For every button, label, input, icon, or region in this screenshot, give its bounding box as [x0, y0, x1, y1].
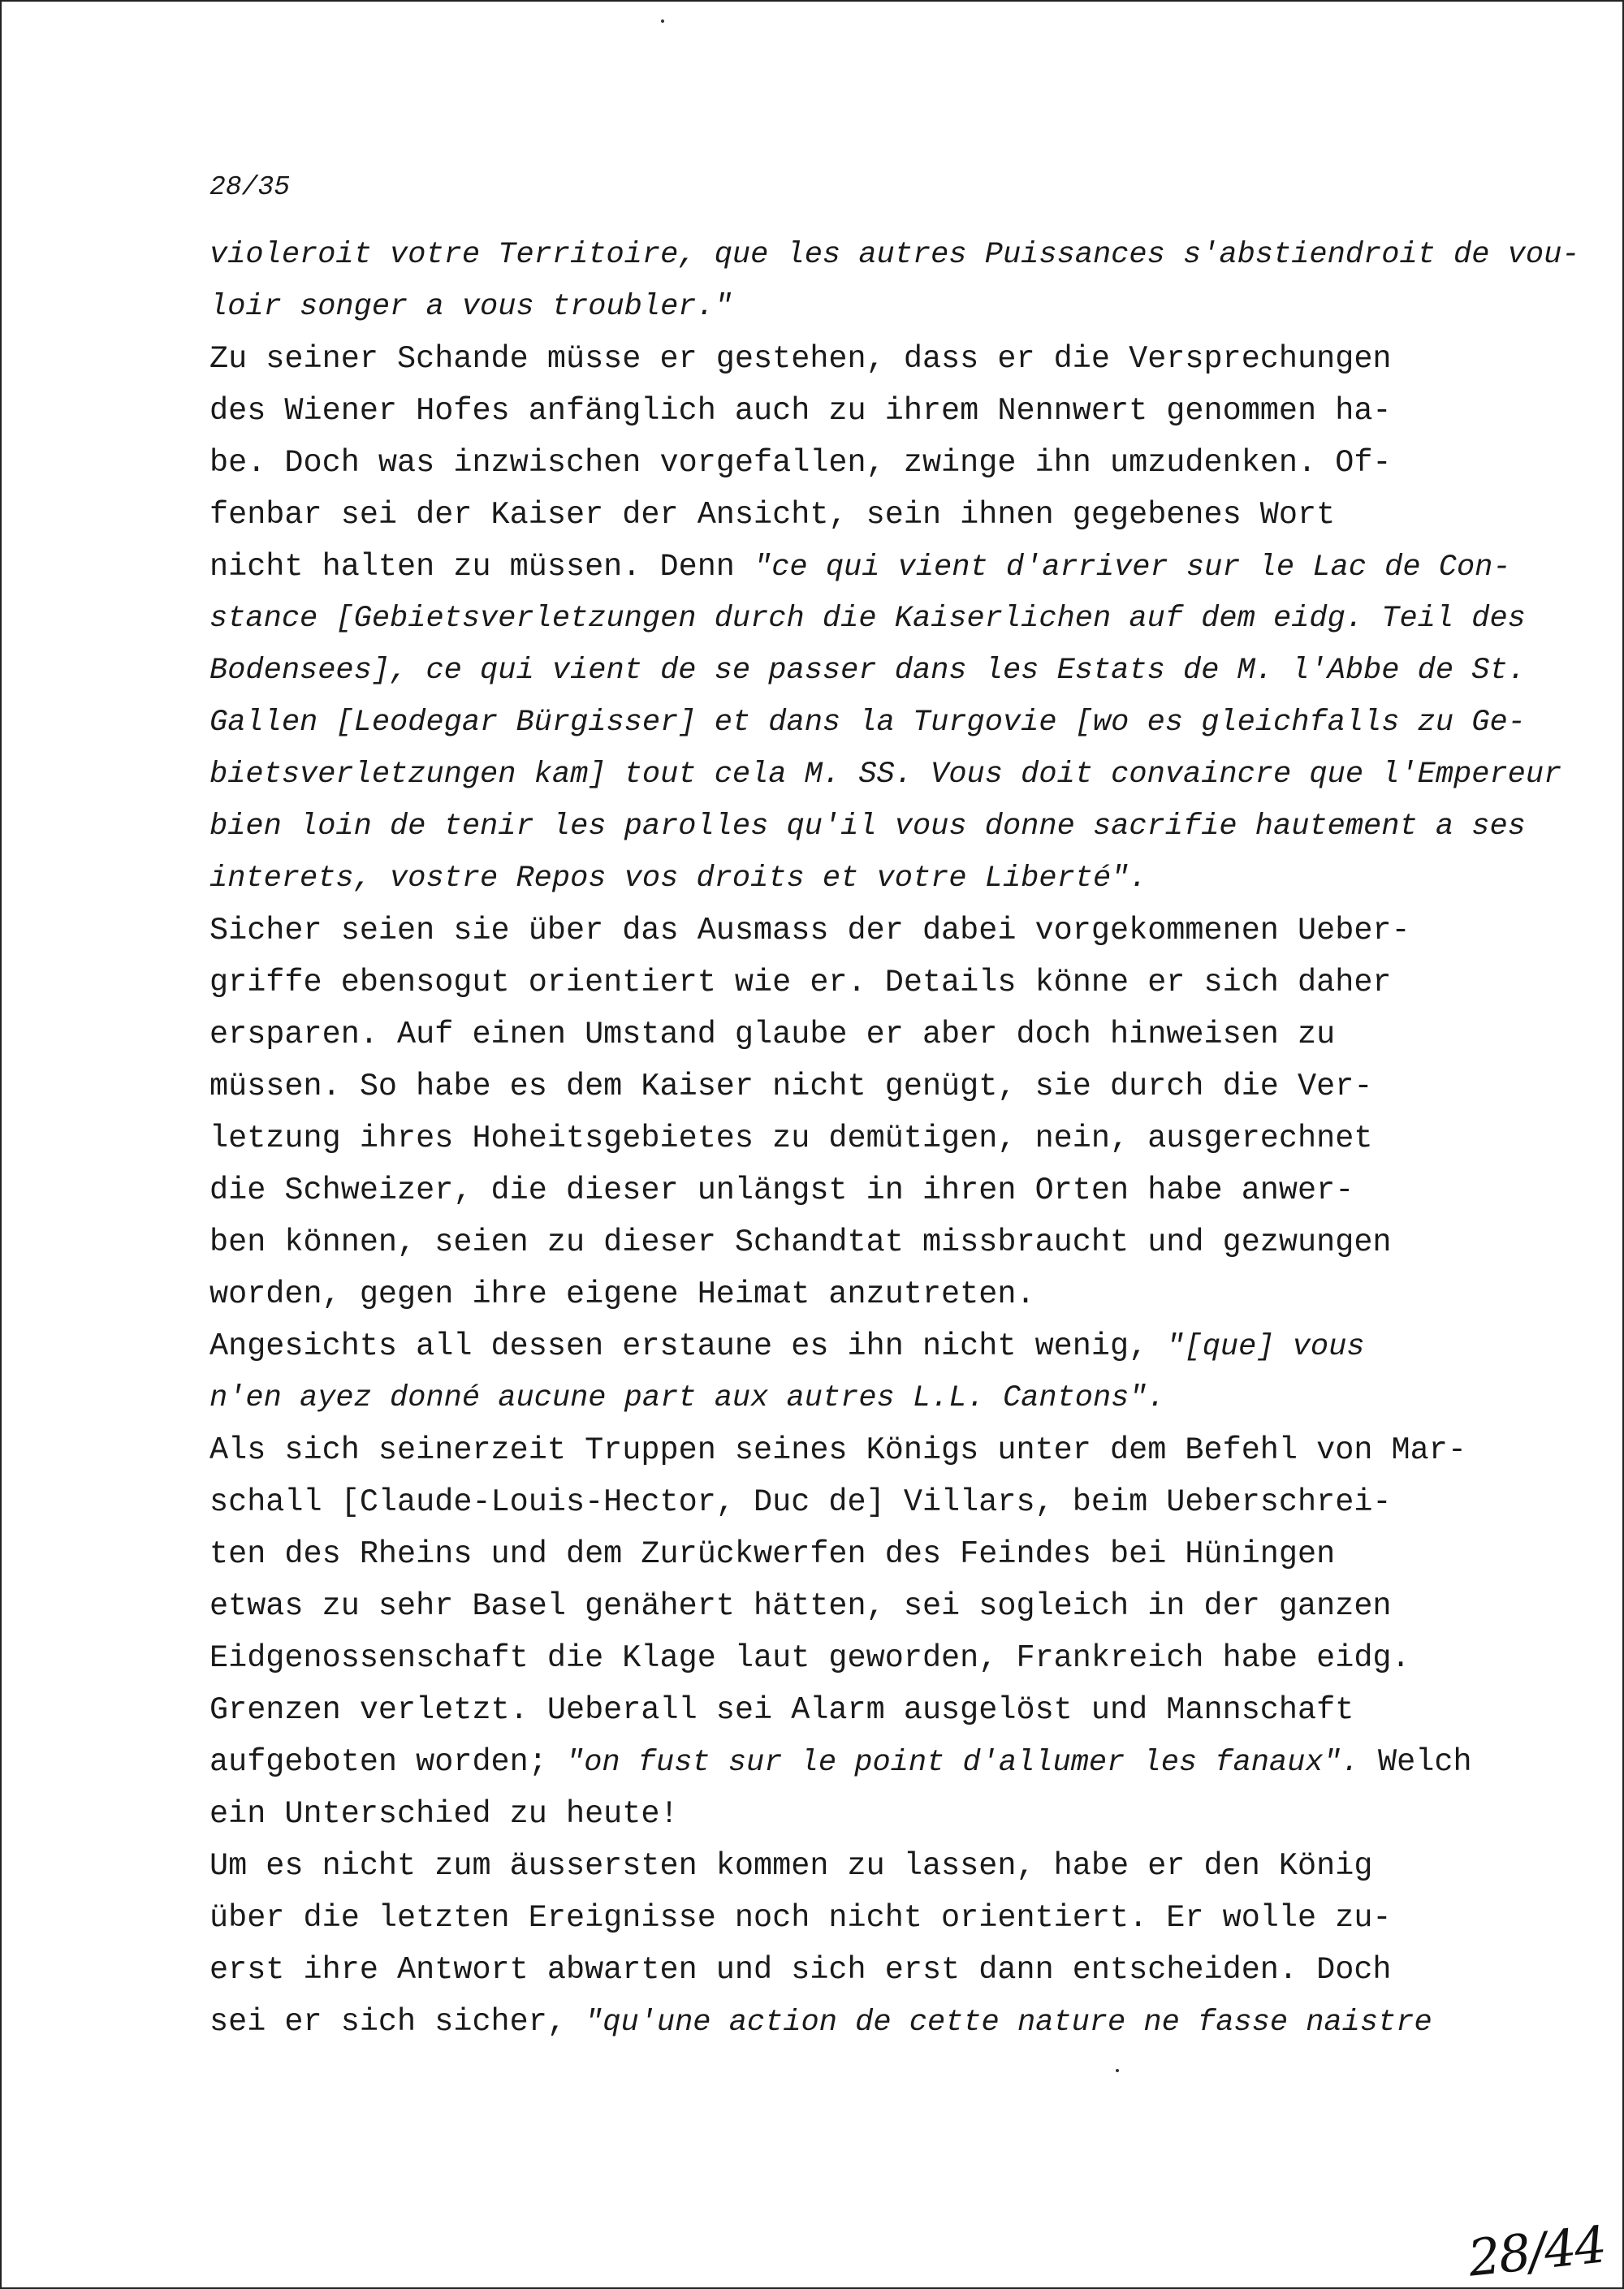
text-line	[209, 749, 1562, 801]
text-line-main: griffe ebensogut orientiert wie er. Details könne er sich daher	[209, 965, 1392, 1000]
speck-bottom	[1116, 2069, 1119, 2072]
text-line	[209, 1164, 1476, 1216]
text-line-main: violeroit votre Territoire, que les autres Puissances s'abstiendroit de vou-	[209, 238, 1580, 272]
text-line-main: etwas zu sehr Basel genähert hätten, sei sogleich in der ganzen	[209, 1588, 1392, 1624]
text-line-main: Angesichts all dessen erstaune es ihn nicht wenig,	[209, 1328, 1167, 1364]
quoted-french: "ce qui vient d'arriver sur le Lac de Con-	[754, 551, 1511, 585]
text-line	[209, 281, 1476, 333]
text-line	[209, 1476, 1476, 1528]
text-line	[209, 853, 1476, 905]
text-line-main: erst ihre Antwort abwarten und sich erst dann entscheiden. Doch	[209, 1952, 1392, 1988]
text-line	[209, 593, 1526, 645]
text-line	[209, 1112, 1476, 1164]
text-line-main: stance [Gebietsverletzungen durch die Kaiserlichen auf dem eidg. Teil des	[209, 602, 1526, 636]
page-number: 28/35	[209, 172, 291, 202]
text-line-main: n'en ayez donné aucune part aux autres L.L. Cantons".	[209, 1381, 1165, 1415]
text-line	[209, 489, 1476, 541]
text-line	[209, 541, 1511, 593]
text-line-main: bietsverletzungen kam] tout cela M. SS. Vous doit convaincre que l'Empereur	[209, 758, 1562, 792]
text-line	[209, 1580, 1476, 1632]
text-line	[209, 1424, 1476, 1476]
text-line	[209, 697, 1526, 749]
text-line-main: Grenzen verletzt. Ueberall sei Alarm ausgelöst und Mannschaft	[209, 1692, 1354, 1728]
text-line	[209, 1632, 1476, 1684]
text-line-main: letzung ihres Hoheitsgebietes zu demütigen, nein, ausgerechnet	[209, 1121, 1373, 1156]
text-line-main: ersparen. Auf einen Umstand glaube er aber doch hinweisen zu	[209, 1017, 1336, 1052]
text-line	[209, 957, 1476, 1008]
text-line-main: interets, vostre Repos vos droits et votre Liberté".	[209, 862, 1147, 896]
text-line-main: Als sich seinerzeit Truppen seines Königs unter dem Befehl von Mar-	[209, 1432, 1466, 1468]
text-line	[209, 1372, 1476, 1424]
text-line	[209, 1788, 1476, 1840]
text-line	[209, 1840, 1476, 1892]
text-line-main: des Wiener Hofes anfänglich auch zu ihrem Nennwert genommen ha-	[209, 393, 1392, 429]
page-stamp: 28/44	[1465, 2214, 1609, 2288]
text-line-main: Sicher seien sie über das Ausmass der dabei vorgekommenen Ueber-	[209, 913, 1410, 948]
text-line-main: aufgeboten worden;	[209, 1744, 566, 1780]
speck-top	[661, 19, 664, 23]
text-line	[209, 905, 1476, 957]
text-line-main: schall [Claude-Louis-Hector, Duc de] Villars, beim Ueberschrei-	[209, 1484, 1392, 1520]
text-line-main: worden, gegen ihre eigene Heimat anzutreten.	[209, 1276, 1035, 1312]
text-line-main: bien loin de tenir les parolles qu'il vous donne sacrifie hautement a ses	[209, 810, 1526, 844]
text-line-after: Welch	[1358, 1744, 1472, 1780]
text-line-main: nicht halten zu müssen. Denn	[209, 549, 754, 585]
text-line	[209, 437, 1476, 489]
text-line-main: Bodensees], ce qui vient de se passer dans les Estats de M. l'Abbe de St.	[209, 654, 1526, 688]
text-line	[209, 333, 1476, 385]
text-line-main: be. Doch was inzwischen vorgefallen, zwinge ihn umzudenken. Of-	[209, 445, 1392, 481]
text-line-main: Eidgenossenschaft die Klage laut geworden, Frankreich habe eidg.	[209, 1640, 1410, 1676]
text-line-main: ten des Rheins und dem Zurückwerfen des Feindes bei Hüningen	[209, 1536, 1336, 1572]
text-line-main: ben können, seien zu dieser Schandtat missbraucht und gezwungen	[209, 1224, 1392, 1260]
text-line	[209, 1892, 1476, 1944]
text-line-main: Um es nicht zum äussersten kommen zu lassen, habe er den König	[209, 1848, 1373, 1884]
text-line	[209, 1216, 1476, 1268]
text-line	[209, 1320, 1476, 1372]
text-line	[209, 1008, 1476, 1060]
text-line	[209, 1528, 1476, 1580]
quoted-french: "qu'une action de cette nature ne fasse naistre	[585, 2006, 1432, 2040]
text-line-main: über die letzten Ereignisse noch nicht orientiert. Er wolle zu-	[209, 1900, 1392, 1936]
text-line-main: loir songer a vous troubler."	[209, 290, 732, 324]
text-line-main: die Schweizer, die dieser unlängst in ihren Orten habe anwer-	[209, 1173, 1354, 1208]
document-body	[209, 229, 1580, 2048]
text-line	[209, 1268, 1476, 1320]
text-line	[209, 1944, 1476, 1996]
text-line	[209, 1996, 1476, 2048]
text-line-main: sei er sich sicher,	[209, 2004, 585, 2040]
text-line-main: müssen. So habe es dem Kaiser nicht genügt, sie durch die Ver-	[209, 1069, 1373, 1104]
text-line	[209, 1736, 1476, 1788]
quoted-french: "on fust sur le point d'allumer les fanaux".	[565, 1746, 1359, 1780]
text-line	[209, 229, 1580, 281]
text-line-main: Zu seiner Schande müsse er gestehen, dass er die Versprechungen	[209, 341, 1392, 377]
text-line-main: Gallen [Leodegar Bürgisser] et dans la Turgovie [wo es gleichfalls zu Ge-	[209, 706, 1526, 740]
text-line	[209, 385, 1476, 437]
quoted-french: "[que] vous	[1166, 1330, 1365, 1364]
text-line-main: fenbar sei der Kaiser der Ansicht, sein ihnen gegebenes Wort	[209, 497, 1336, 533]
text-line	[209, 801, 1526, 853]
text-line	[209, 645, 1526, 697]
text-line	[209, 1684, 1476, 1736]
text-line	[209, 1060, 1476, 1112]
text-line-main: ein Unterschied zu heute!	[209, 1796, 679, 1832]
